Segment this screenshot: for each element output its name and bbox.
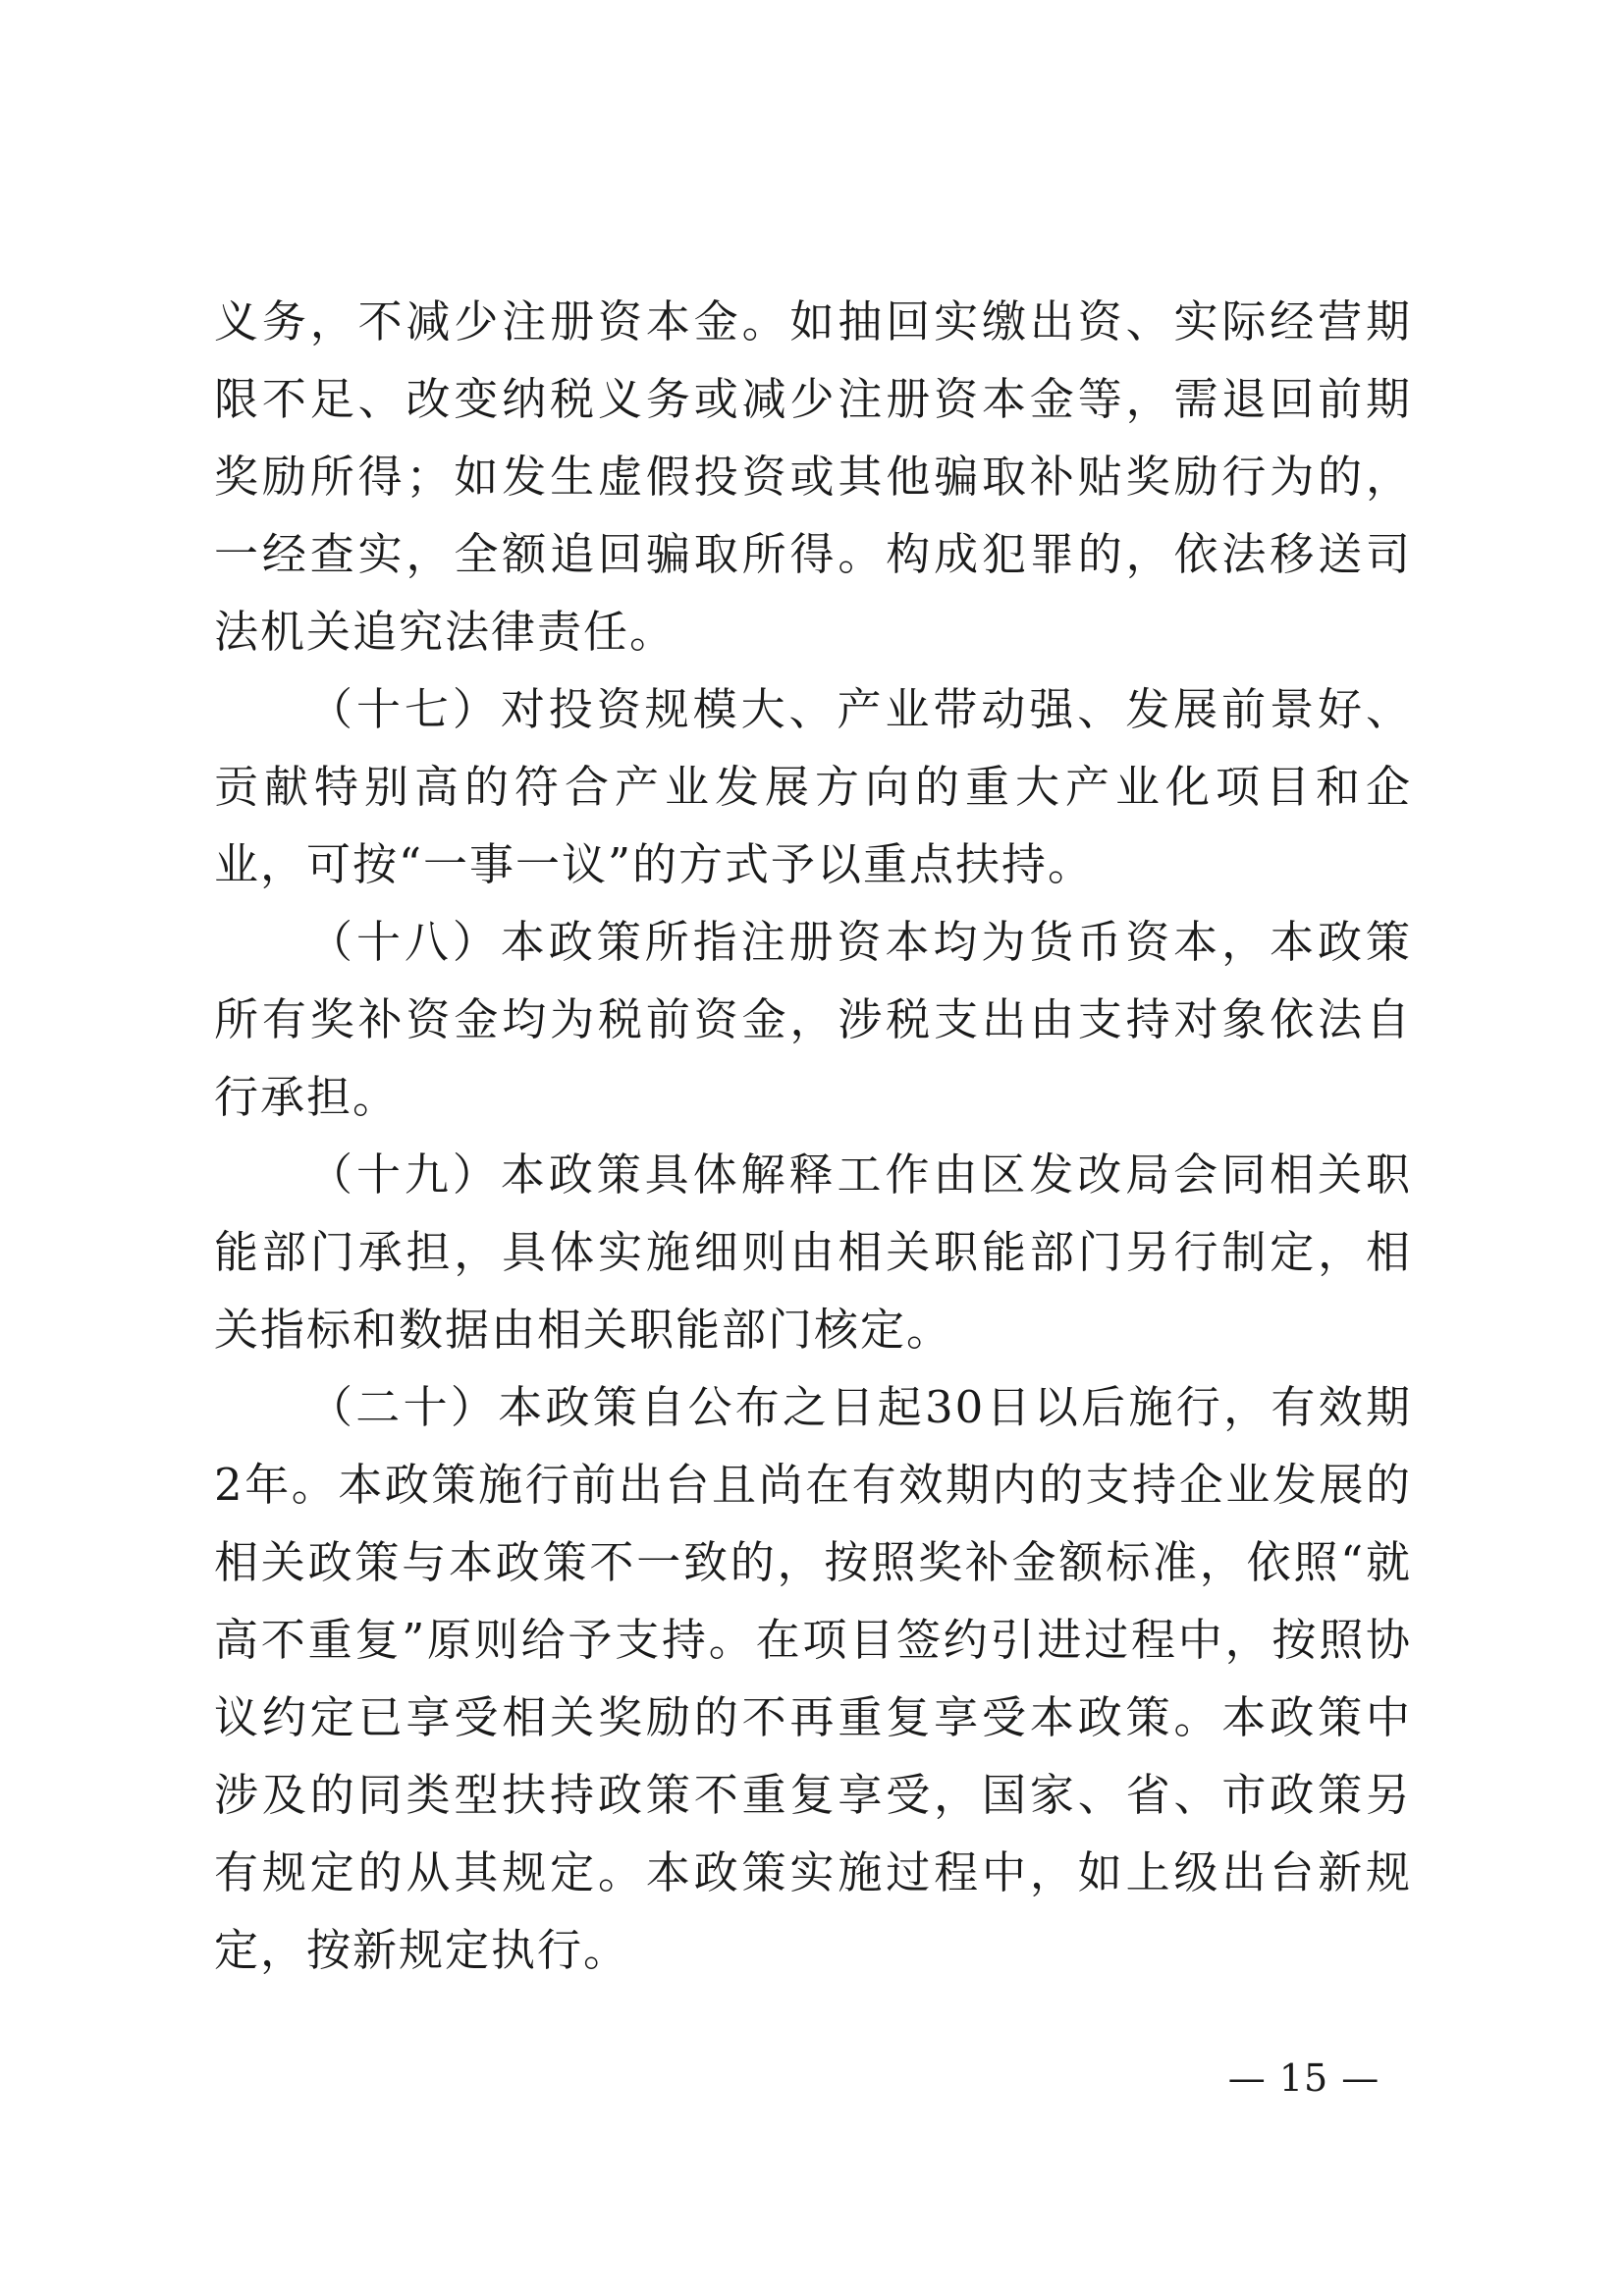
page-number: — 15 — — [1227, 2056, 1380, 2100]
paragraph-article-17: （十七）对投资规模大、产业带动强、发展前景好、贡献特别高的符合产业发展方向的重大产业化项目和企业，可按“一事一议”的方式予以重点扶持。 — [214, 683, 1412, 890]
paragraph-continuation: 义务，不减少注册资本金。如抽回实缴出资、实际经营期限不足、改变纳税义务或减少注册资本金等，需退回前期奖励所得；如发生虚假投资或其他骗取补贴奖励行为的，一经查实，全额追回骗取所得。构成犯罪的，依法移送司法机关追究法律责任。 — [214, 295, 1412, 658]
paragraph-article-20: （二十）本政策自公布之日起30日以后施行，有效期2年。本政策施行前出台且尚在有效期内的支持企业发展的相关政策与本政策不一致的，按照奖补金额标准，依照“就高不重复”原则给予支持。在项目签约引进过程中，按照协议约定已享受相关奖励的不再重复享受本政策。本政策中涉及的同类型扶持政策不重复享受，国家、省、市政策另有规定的从其规定。本政策实施过程中，如上级出台新规定，按新规定执行。 — [214, 1381, 1412, 1976]
body-text — [214, 283, 1412, 1989]
paragraph-article-18: （十八）本政策所指注册资本均为货币资本，本政策所有奖补资金均为税前资金，涉税支出由支持对象依法自行承担。 — [214, 916, 1412, 1123]
paragraph-article-19: （十九）本政策具体解释工作由区发改局会同相关职能部门承担，具体实施细则由相关职能部门另行制定，相关指标和数据由相关职能部门核定。 — [214, 1148, 1412, 1356]
